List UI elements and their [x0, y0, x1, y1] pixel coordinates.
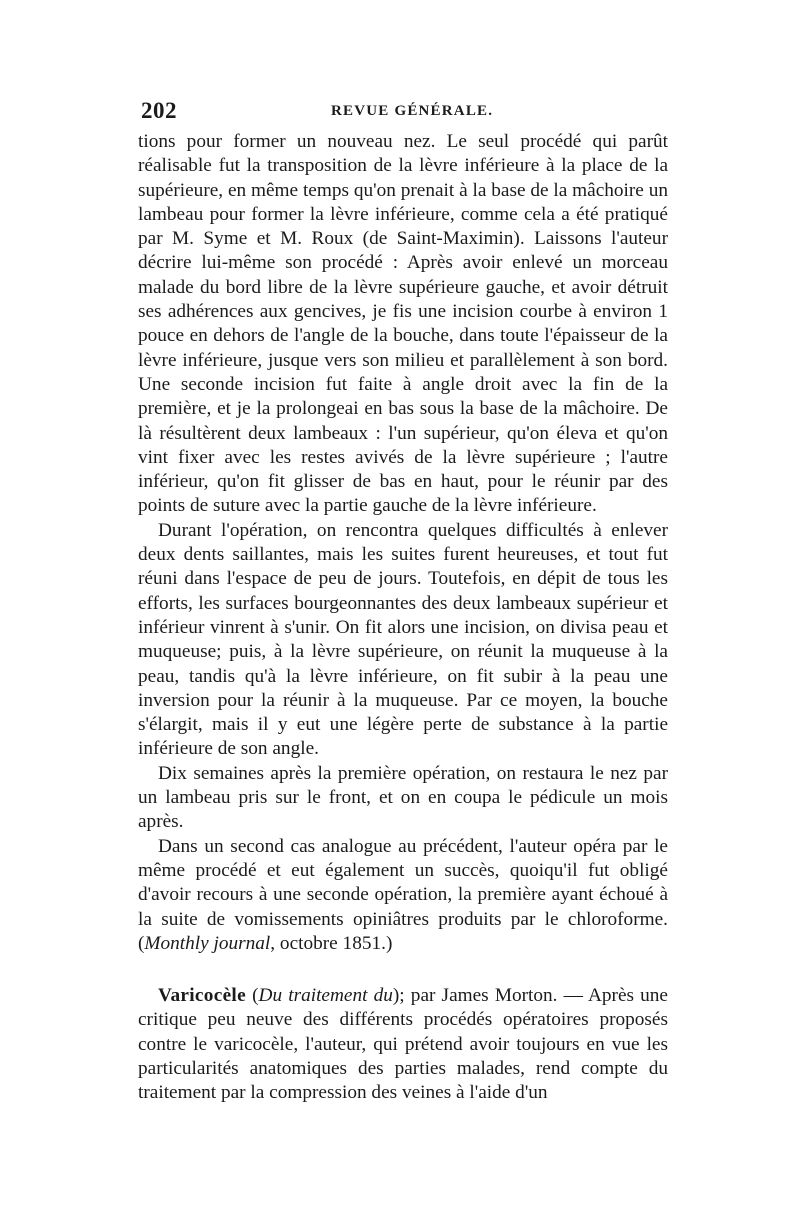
section-gap [138, 956, 668, 984]
section-subtitle-open: ( [245, 985, 259, 1007]
paragraph-second-case [138, 835, 668, 956]
page-number: 202 [141, 98, 177, 123]
section-subtitle: Du traitement du [258, 985, 393, 1007]
section-subtitle-close: ); [392, 985, 405, 1007]
source-journal: Monthly journal [144, 932, 271, 954]
paragraph-nose-restoration: Dix semaines après la première opération, on restaura le nez par un lambeau pris sur le front, et on en coupa le pédicule un mois après. [138, 762, 668, 833]
running-title: REVUE GÉNÉRALE. [331, 103, 494, 119]
paragraph-continuation: tions pour former un nouveau nez. Le seul procédé qui parût réalisable fut la transposition de la lèvre inférieure à la place de la supérieure, en même temps qu'on prenait à la base de la mâchoire un lambeau pour former la lèvre inférieure, comme cela a été pratiqué par M. Syme et M. Roux (de Saint-Maximin). Laissons l'auteur décrire lui-même son procédé : Après avoir enlevé un morceau malade du bord libre de la lèvre supérieure gauche, et avoir détruit ses adhérences aux gencives, je fis une incision courbe à environ 1 pouce en dehors de l'angle de la bouche, dans toute l'épaisseur de la lèvre inférieure, jusque vers son milieu et parallèlement à son bord. Une seconde incision fut faite à angle droit avec la fin de la première, et je la prolongeai en bas sous la base de la mâchoire. De là résultèrent deux lambeaux : l'un supérieur, qu'on éleva et qu'on vint fixer avec les restes avivés de la lèvre supérieure ; l'autre inférieur, qu'on fit glisser de bas en haut, pour le réunir par des points de suture avec la partie gauche de la lèvre inférieure. [138, 131, 668, 517]
page-header [141, 98, 669, 128]
source-open: ( [138, 932, 145, 954]
body-text [138, 130, 668, 1106]
source-date: , octobre 1851.) [270, 932, 393, 954]
section-text: par James Morton. — Après une critique peu neuve des différents procédés opératoires proposés contre le varicocèle, l'auteur, qui prétend avoir toujours en vue les particularités anatomiques des parties malades, rend compte du traitement par la compression des veines à l'aide d'un [138, 985, 668, 1104]
paragraph-operation: Durant l'opération, on rencontra quelques difficultés à enlever deux dents saillantes, mais les suites furent heureuses, et tout fut réuni dans l'espace de peu de jours. Toutefois, en dépit de tous les efforts, les surfaces bourgeonnantes des deux lambeaux supérieur et inférieur vinrent à s'unir. On fit alors une incision, on divisa peau et muqueuse; puis, à la lèvre supérieure, on réunit la muqueuse à la peau, tandis qu'à la lèvre inférieure, on fit subir à la peau une inversion pour la réunir à la muqueuse. Par ce moyen, la bouche s'élargit, mais il y eut une légère perte de substance à la partie inférieure de son angle. [138, 519, 668, 760]
paragraph-varicocele [138, 984, 668, 1105]
section-title: Varicocèle [158, 985, 246, 1007]
second-case-text: Dans un second cas analogue au précédent, l'auteur opéra par le même procédé et eut également un succès, quoiqu'il fut obligé d'avoir recours à une seconde opération, la première ayant échoué à la suite de vomissements opiniâtres produits par le chloroforme. [138, 835, 668, 930]
